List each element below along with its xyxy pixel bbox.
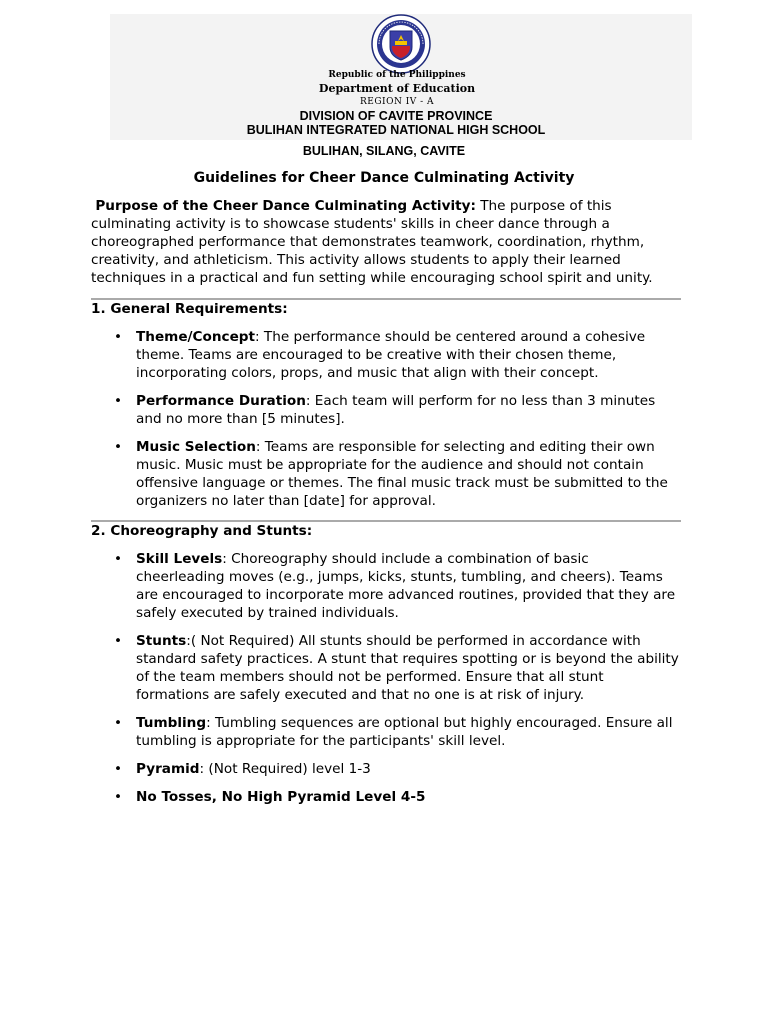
purpose-paragraph xyxy=(91,197,681,287)
bullet-icon: • xyxy=(114,329,123,345)
item-text: : Each team will perform for no less than 3 minutes and no more than [5 minutes]. xyxy=(136,393,656,427)
bullet-icon: • xyxy=(114,551,123,567)
item-text: : Teams are responsible for selecting and editing their own music. Music must be appropriate for the audience and should not contain offensive language or themes. The final music track must be submitted to the organizers no later than [date] for approval. xyxy=(136,439,668,509)
item-term: Stunts xyxy=(136,633,187,649)
list-item xyxy=(114,788,681,806)
section-heading-choreography: 2. Choreography and Stunts: xyxy=(91,523,313,539)
general-requirements-list xyxy=(91,328,681,510)
bullet-icon: • xyxy=(114,789,123,805)
purpose-text: The purpose of this culminating activity is to showcase students' skills in cheer dance through a choreographed performance that demonstrates teamwork, coordination, rhythm, creativity, and athleticism. This activity allows students to apply their learned techniques in a practical and fun setting while encouraging school spirit and unity. xyxy=(91,198,653,286)
section-heading-general: 1. General Requirements: xyxy=(91,301,288,317)
item-term: Theme/Concept xyxy=(136,329,256,345)
item-term: Tumbling xyxy=(136,715,207,731)
item-text: :( Not Required) All stunts should be performed in accordance with standard safety practices. A stunt that requires spotting or is beyond the ability of the team members should not be performed. Ensure that all stunt formations are safely executed and that no one is at risk of injury. xyxy=(136,633,679,703)
letterhead-school: BULIHAN INTEGRATED NATIONAL HIGH SCHOOL xyxy=(246,123,546,137)
item-text: : Tumbling sequences are optional but highly encouraged. Ensure all tumbling is appropriate for the participants' skill level. xyxy=(136,715,673,749)
item-term: No Tosses, No High Pyramid Level 4-5 xyxy=(136,789,426,805)
list-item xyxy=(114,760,681,778)
bullet-icon: • xyxy=(114,715,123,731)
item-text: : Choreography should include a combination of basic cheerleading moves (e.g., jumps, kicks, stunts, tumbling, and cheers). Teams are encouraged to incorporate more advanced routines, provided that they are safely executed by trained individuals. xyxy=(136,551,676,621)
bullet-icon: • xyxy=(114,439,123,455)
letterhead-republic: Republic of the Philippines xyxy=(328,70,466,80)
choreography-list xyxy=(91,550,681,806)
item-term: Skill Levels xyxy=(136,551,223,567)
list-item xyxy=(114,550,681,622)
document-title: Guidelines for Cheer Dance Culminating Activity xyxy=(193,170,575,186)
item-term: Music Selection xyxy=(136,439,256,455)
list-item xyxy=(114,438,681,510)
list-item xyxy=(114,632,681,704)
bullet-icon: • xyxy=(114,761,123,777)
list-item xyxy=(114,328,681,382)
item-text: : The performance should be centered around a cohesive theme. Teams are encouraged to be creative with their chosen theme, incorporating colors, props, and music that align with their concept. xyxy=(136,329,646,381)
list-item xyxy=(114,392,681,428)
bullet-icon: • xyxy=(114,633,123,649)
letterhead-division: DIVISION OF CAVITE PROVINCE xyxy=(299,109,493,123)
item-term: Pyramid xyxy=(136,761,200,777)
letterhead-department: Department of Education xyxy=(318,82,476,95)
letterhead-region: REGION IV - A xyxy=(359,97,435,107)
list-item xyxy=(114,714,681,750)
purpose-label: Purpose of the Cheer Dance Culminating Activity: xyxy=(95,198,476,214)
item-term: Performance Duration xyxy=(136,393,306,409)
bullet-icon: • xyxy=(114,393,123,409)
letterhead-address: BULIHAN, SILANG, CAVITE xyxy=(302,144,466,158)
deped-seal-logo xyxy=(371,14,431,74)
document-body xyxy=(91,197,681,816)
item-text: : (Not Required) level 1-3 xyxy=(199,761,371,777)
